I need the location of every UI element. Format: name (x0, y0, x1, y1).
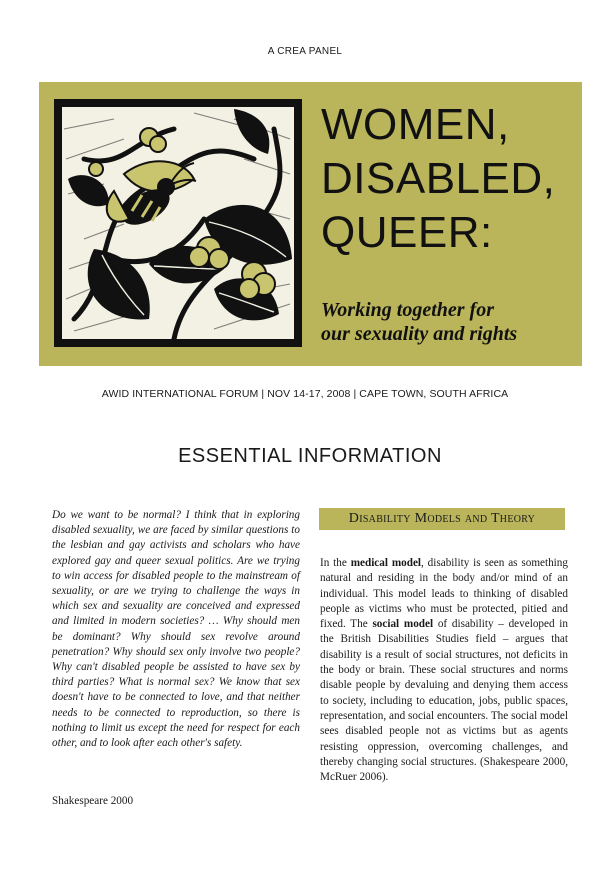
subtitle-line: Working together for (321, 299, 494, 321)
paragraph-text: of disability – developed in the British Disabilities Studies field – argues that disability is a result of social structures, not deficits in the body or brain. These social structures and norms disable people by devaluing and denying them access to society, including to education, jobs, public spaces, representation, and social encounters. The social model sees disabled people not as victims but as agents resisting oppression, overcoming challenges, and thereby changing social structures. (Shakespeare 2000, McRuer 2006). (320, 618, 568, 784)
subtitle-line: our sexuality and rights (321, 323, 518, 345)
title-banner (39, 82, 582, 366)
title-line: QUEER: (321, 208, 493, 257)
disability-models-badge: Disability Models and Theory (319, 508, 565, 530)
quote-text: Do we want to be normal? I think that in exploring disabled sexuality, we are faced by similar questions to the lesbian and gay activists and scholars who have explored gay and queer sexual politics. Are we trying to win access for disabled people to the mainstream of sexuality, or are we trying to challenge the ways in which sex and sexuality are conceived and expressed and limited in modern societies? … Why should men be dominant? Why should sex revolve around penetration? Why should sex only involve two people? Why can't disabled people be assisted to have sex by third parties? What is normal sex? We know that sex doesn't have to be connected to love, and that neither needs to be connected to reproduction, so there is nothing to limit us except the need for respect for each other, and to look after each other's safety. (52, 509, 300, 750)
paragraph-text: , disability is seen as something natural and residing in the body and/or mind of an individual. This model leads to thinking of disabled people as victims who must be protected, pitied and fixed. The (320, 557, 568, 631)
title-line: WOMEN, (321, 100, 510, 149)
paragraph-text: In the (320, 557, 351, 569)
document-subtitle (321, 298, 581, 346)
section-heading: ESSENTIAL INFORMATION (178, 445, 442, 467)
event-details: AWID INTERNATIONAL FORUM | NOV 14-17, 2008 | CAPE TOWN, SOUTH AFRICA (101, 388, 509, 400)
social-model-term: social model (372, 618, 434, 631)
disability-models-text (320, 556, 568, 785)
title-line: DISABLED, (321, 154, 556, 203)
medical-model-term: medical model (350, 557, 422, 569)
document-title (321, 98, 583, 260)
panel-kicker: A CREA PANEL (267, 46, 343, 57)
woodcut-illustration (54, 99, 302, 347)
bee-and-flowers-illustration (54, 99, 302, 347)
quote-source: Shakespeare 2000 (52, 795, 134, 807)
